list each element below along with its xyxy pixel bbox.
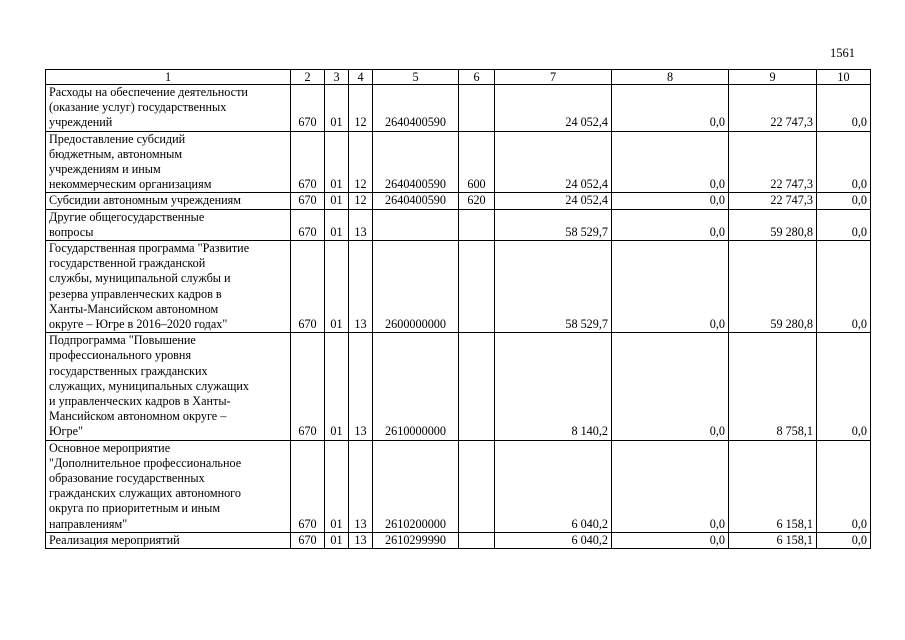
item-name: Другие общегосударственные вопросы	[46, 209, 291, 240]
amount-col7: 58 529,7	[495, 241, 612, 333]
ministry-code: 670	[291, 440, 325, 532]
subsection-code: 13	[349, 209, 373, 240]
item-name: Реализация мероприятий	[46, 532, 291, 548]
item-name: Расходы на обеспечение деятельности (оказание услуг) государственных учреждений	[46, 85, 291, 132]
expense-type-code	[459, 532, 495, 548]
amount-col7: 24 052,4	[495, 131, 612, 193]
table-row	[46, 333, 871, 440]
section-code: 01	[325, 532, 349, 548]
section-code: 01	[325, 440, 349, 532]
amount-col9: 22 747,3	[729, 131, 817, 193]
ministry-code: 670	[291, 85, 325, 132]
column-header: 6	[459, 70, 495, 85]
column-header: 8	[612, 70, 729, 85]
column-header: 3	[325, 70, 349, 85]
table-row	[46, 440, 871, 532]
column-header: 10	[817, 70, 871, 85]
amount-col8: 0,0	[612, 131, 729, 193]
table-row	[46, 85, 871, 132]
target-article-code: 2640400590	[373, 193, 459, 209]
amount-col10: 0,0	[817, 209, 871, 240]
column-header: 1	[46, 70, 291, 85]
target-article-code: 2610000000	[373, 333, 459, 440]
amount-col8: 0,0	[612, 532, 729, 548]
target-article-code: 2600000000	[373, 241, 459, 333]
amount-col7: 8 140,2	[495, 333, 612, 440]
ministry-code: 670	[291, 193, 325, 209]
section-code: 01	[325, 241, 349, 333]
item-name: Предоставление субсидий бюджетным, автономным учреждениям и иным некоммерческим организациям	[46, 131, 291, 193]
column-header: 2	[291, 70, 325, 85]
table-row	[46, 131, 871, 193]
amount-col9: 22 747,3	[729, 85, 817, 132]
section-code: 01	[325, 85, 349, 132]
expense-type-code	[459, 440, 495, 532]
subsection-code: 13	[349, 333, 373, 440]
amount-col9: 6 158,1	[729, 532, 817, 548]
item-name: Государственная программа "Развитие государственной гражданской службы, муниципальной службы и резерва управленческих кадров в Ханты-Мансийском автономном округе – Югре в 2016–2020 годах"	[46, 241, 291, 333]
expense-type-code	[459, 209, 495, 240]
amount-col8: 0,0	[612, 333, 729, 440]
page-number: 1561	[830, 46, 855, 60]
table-row	[46, 209, 871, 240]
column-header: 7	[495, 70, 612, 85]
amount-col8: 0,0	[612, 85, 729, 132]
amount-col7: 24 052,4	[495, 85, 612, 132]
amount-col9: 6 158,1	[729, 440, 817, 532]
section-code: 01	[325, 333, 349, 440]
amount-col7: 24 052,4	[495, 193, 612, 209]
amount-col7: 6 040,2	[495, 532, 612, 548]
target-article-code: 2640400590	[373, 85, 459, 132]
subsection-code: 13	[349, 440, 373, 532]
item-name: Основное мероприятие "Дополнительное профессиональное образование государственных гражданских служащих автономного округа по приоритетным и иным направлениям"	[46, 440, 291, 532]
amount-col10: 0,0	[817, 241, 871, 333]
subsection-code: 12	[349, 131, 373, 193]
amount-col7: 58 529,7	[495, 209, 612, 240]
table-row	[46, 241, 871, 333]
amount-col10: 0,0	[817, 440, 871, 532]
item-name: Субсидии автономным учреждениям	[46, 193, 291, 209]
amount-col8: 0,0	[612, 241, 729, 333]
column-header: 5	[373, 70, 459, 85]
column-header: 4	[349, 70, 373, 85]
amount-col9: 8 758,1	[729, 333, 817, 440]
table-row	[46, 532, 871, 548]
expense-type-code: 600	[459, 131, 495, 193]
amount-col9: 59 280,8	[729, 241, 817, 333]
ministry-code: 670	[291, 131, 325, 193]
expense-type-code	[459, 241, 495, 333]
budget-table	[45, 69, 871, 549]
ministry-code: 670	[291, 209, 325, 240]
expense-type-code: 620	[459, 193, 495, 209]
amount-col10: 0,0	[817, 85, 871, 132]
subsection-code: 12	[349, 85, 373, 132]
amount-col10: 0,0	[817, 131, 871, 193]
amount-col10: 0,0	[817, 333, 871, 440]
amount-col10: 0,0	[817, 193, 871, 209]
subsection-code: 13	[349, 241, 373, 333]
table-row	[46, 193, 871, 209]
target-article-code: 2610299990	[373, 532, 459, 548]
amount-col9: 59 280,8	[729, 209, 817, 240]
target-article-code: 2640400590	[373, 131, 459, 193]
target-article-code	[373, 209, 459, 240]
amount-col10: 0,0	[817, 532, 871, 548]
ministry-code: 670	[291, 241, 325, 333]
section-code: 01	[325, 131, 349, 193]
ministry-code: 670	[291, 333, 325, 440]
item-name: Подпрограмма "Повышение профессионального уровня государственных гражданских служащих, муниципальных служащих и управленческих кадров в Ханты- Мансийском автономном округе – Югре"	[46, 333, 291, 440]
amount-col8: 0,0	[612, 440, 729, 532]
target-article-code: 2610200000	[373, 440, 459, 532]
amount-col7: 6 040,2	[495, 440, 612, 532]
amount-col9: 22 747,3	[729, 193, 817, 209]
amount-col8: 0,0	[612, 209, 729, 240]
expense-type-code	[459, 333, 495, 440]
column-number-row	[46, 70, 871, 85]
section-code: 01	[325, 209, 349, 240]
ministry-code: 670	[291, 532, 325, 548]
subsection-code: 12	[349, 193, 373, 209]
column-header: 9	[729, 70, 817, 85]
amount-col8: 0,0	[612, 193, 729, 209]
section-code: 01	[325, 193, 349, 209]
subsection-code: 13	[349, 532, 373, 548]
expense-type-code	[459, 85, 495, 132]
